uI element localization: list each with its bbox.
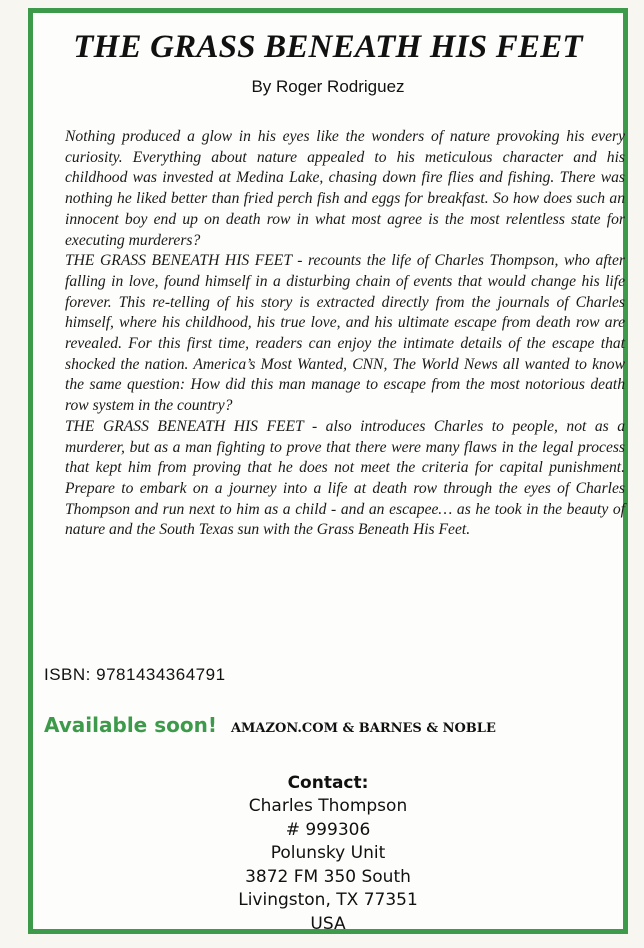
unit-name: Polunsky Unit [270,843,386,863]
city-state-zip: Livingston, TX 77351 [238,890,418,910]
description-paragraph: Nothing produced a glow in his eyes like the wonders of nature provoking his every curiosity. Everything about nature appealed to his meticulous character and his childhood was invested at Medina Lake, chasing down fire flies and fishing. There was nothing he liked better than fried perch fish and eggs for breakfast. So how does such an innocent boy end up on death row in what most agree is the most relentless state for executing murderers? [65,128,625,249]
book-title: THE GRASS BENEATH HIS FEET [73,29,583,65]
isbn-number: ISBN: 9781434364791 [44,665,226,684]
description-paragraph: THE GRASS BENEATH HIS FEET - recounts the life of Charles Thompson, who after falling in love, found himself in a disturbing chain of events that would change his life forever. This re-telling of his story is extracted directly from the journals of Charles himself, where his childhood, his true love, and his ultimate escape from death row are revealed. For this first time, readers can enjoy the intimate details of the escape that shocked the nation. America’s Most Wanted, CNN, The World News all wanted to know the same question: How did this man manage to escape from the most notorious death row system in the country? [65,252,625,415]
available-soon-label: Available soon! [44,713,217,737]
inmate-number: # 999306 [285,819,371,840]
description-paragraph: THE GRASS BENEATH HIS FEET - also introduces Charles to people, not as a murderer, but as a man fighting to prove that there were many flaws in the legal process that kept him from proving that he does not meet the criteria for capital punishment. Prepare to embark on a journey into a life at death row through the eyes of Charles Thompson and run next to him as a child - and an escapee… as he took in the beauty of nature and the South Texas sun with the Grass Beneath His Feet. [65,417,625,539]
contact-address [33,795,623,936]
book-description [65,127,625,541]
availability-line [44,713,496,737]
contact-heading: Contact: [287,773,369,793]
retailer-list: AMAZON.COM & BARNES & NOBLE [230,721,496,736]
contact-name: Charles Thompson [248,796,408,816]
country: USA [310,913,346,934]
author-byline: By Roger Rodriguez [251,77,405,96]
contact-block [33,771,623,936]
book-flyer [28,8,628,934]
street-address: 3872 FM 350 South [245,866,411,887]
